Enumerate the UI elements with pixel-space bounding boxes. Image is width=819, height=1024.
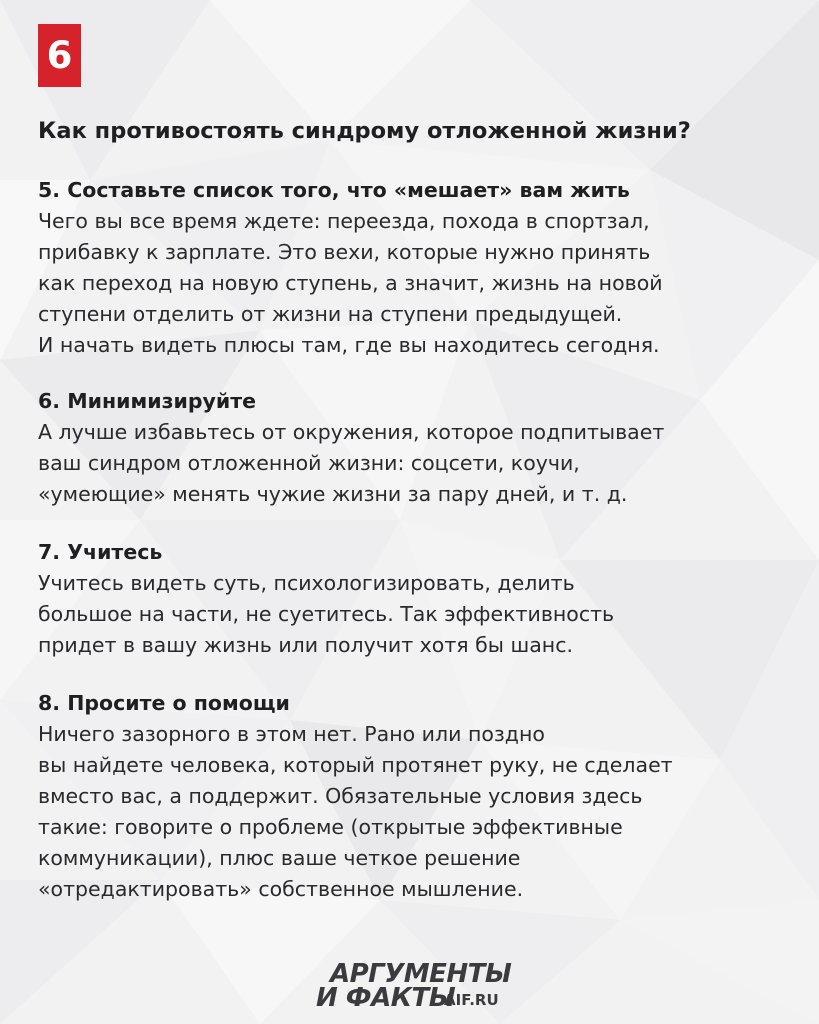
logo-wordmark-bottom: И ФАКТЫ — [316, 983, 456, 1013]
tip-text-line: вы найдете человека, который протянет руку, не сделает — [38, 753, 673, 777]
tip-section-5 — [38, 175, 808, 361]
logo-site-url: AIF.RU — [444, 991, 499, 1009]
logo-wordmark-top: АРГУМЕНТЫ — [330, 959, 512, 989]
tip-heading: 7. Учитесь — [38, 540, 163, 564]
tip-text-line: И начать видеть плюсы там, где вы находитесь сегодня. — [38, 333, 660, 357]
tip-text-line: такие: говорите о проблеме (открытые эффективные — [38, 815, 623, 839]
tip-text-line: вместо вас, а поддержит. Обязательные условия здесь — [38, 784, 643, 808]
tip-section-6 — [38, 386, 808, 510]
tip-text — [38, 568, 808, 661]
aif-logo — [316, 960, 526, 1012]
tip-text-line: придет в вашу жизнь или получит хотя бы шанс. — [38, 633, 573, 657]
page-number-badge: 6 — [38, 24, 81, 87]
tip-text-line: прибавку к зарплате. Это вехи, которые нужно принять — [38, 240, 651, 264]
tip-text-line: ваш синдром отложенной жизни: соцсети, коучи, — [38, 451, 580, 475]
tip-text-line: большое на части, не суетитесь. Так эффективность — [38, 602, 615, 626]
page-title: Как противостоять синдрому отложенной жизни? — [38, 118, 691, 144]
tip-section-7 — [38, 537, 808, 661]
tip-text-line: как переход на новую ступень, а значит, жизнь на новой — [38, 271, 663, 295]
tip-text-line: Чего вы все время ждете: переезда, похода в спортзал, — [38, 209, 650, 233]
tip-text-line: Учитесь видеть суть, психологизировать, делить — [38, 571, 575, 595]
tip-section-8 — [38, 688, 808, 905]
tip-heading: 8. Просите о помощи — [38, 691, 290, 715]
tip-text-line: «умеющие» менять чужие жизни за пару дней, и т. д. — [38, 482, 628, 506]
tip-text-line: коммуникации), плюс ваше четкое решение — [38, 846, 521, 870]
tip-text — [38, 206, 808, 361]
tip-heading: 5. Составьте список того, что «мешает» вам жить — [38, 178, 630, 202]
tip-text-line: Ничего зазорного в этом нет. Рано или поздно — [38, 722, 545, 746]
tip-heading: 6. Минимизируйте — [38, 389, 257, 413]
tip-text-line: А лучше избавьтесь от окружения, которое подпитывает — [38, 420, 665, 444]
tip-text — [38, 417, 808, 510]
tip-text — [38, 719, 808, 905]
tip-text-line: «отредактировать» собственное мышление. — [38, 877, 524, 901]
tip-text-line: ступени отделить от жизни на ступени предыдущей. — [38, 302, 623, 326]
